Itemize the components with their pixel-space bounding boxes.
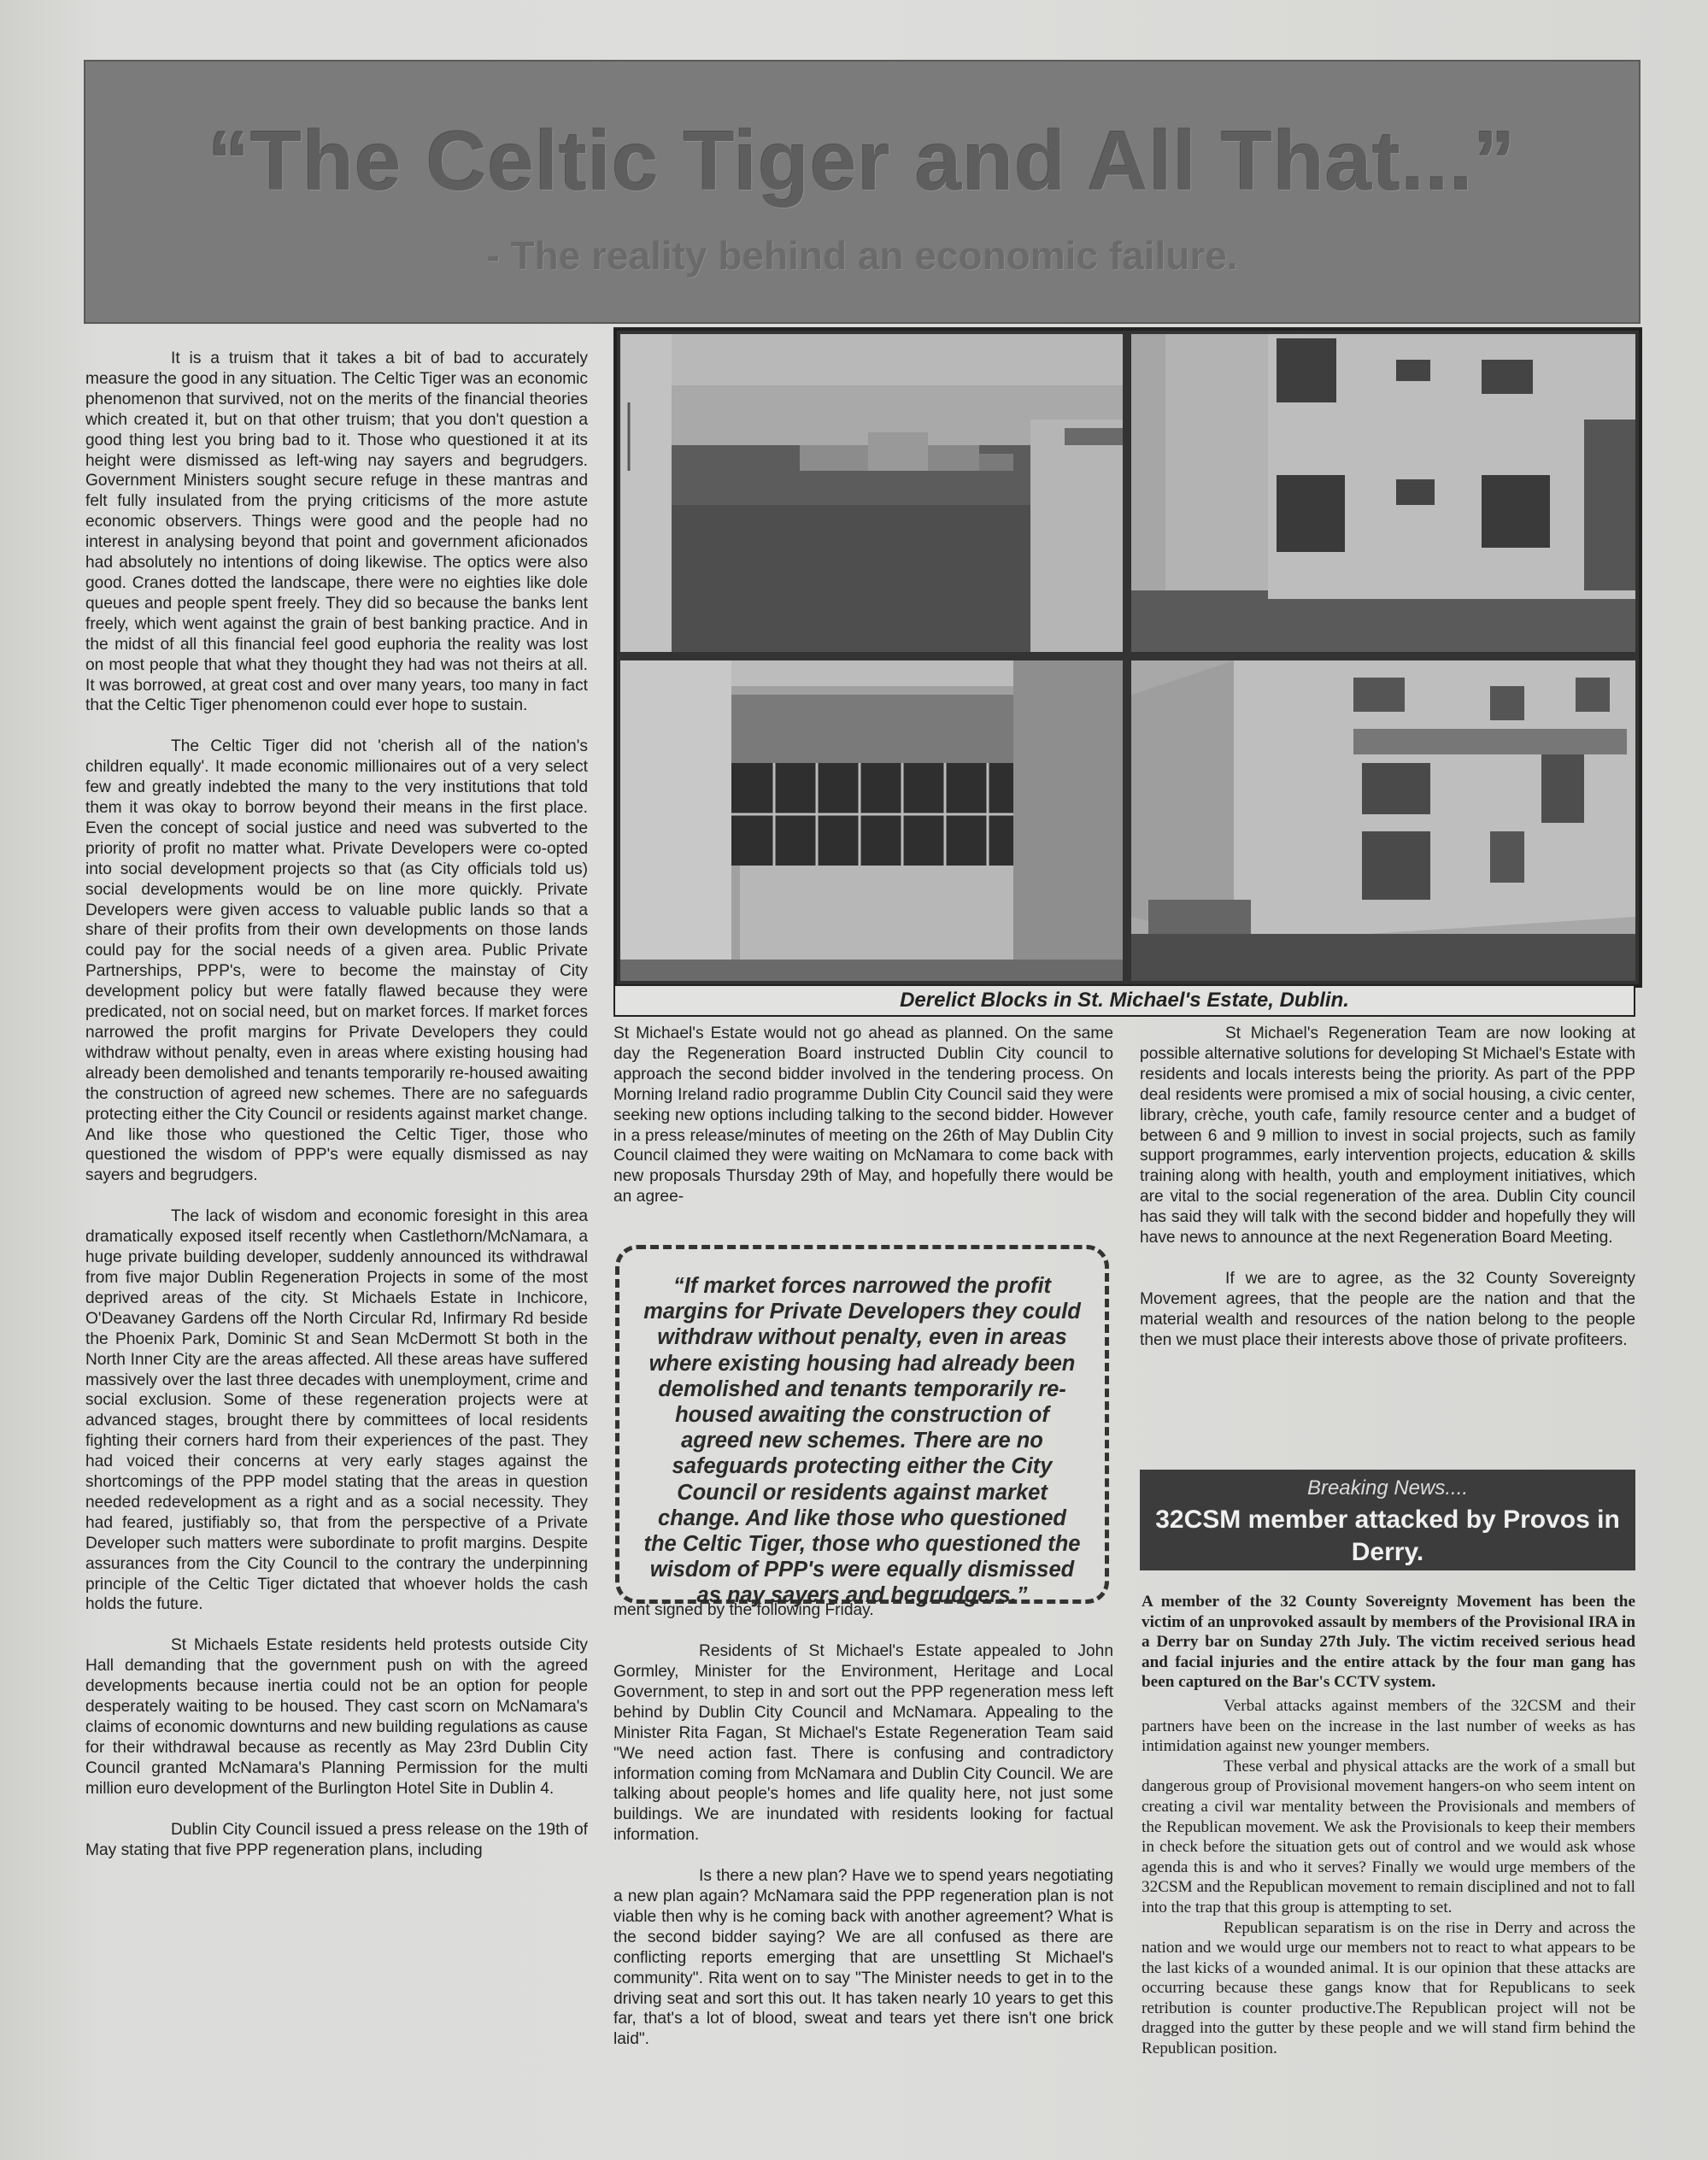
article-paragraph: These verbal and physical attacks are the work of a small but dangerous group of Provisional movement hangers-on who seem intent on creating a civil war mentality between the Provisionals and members of the Republican movement. We ask the Provisionals to keep their members in check before the situation gets out of control and we would ask whose agenda this is and who it serves? Finally we would urge members of the 32CSM and the Republican movement to remain disciplined and not to fall into the trap that this group is attempting to set. [1142,1757,1635,1916]
headline-subtitle: - The reality behind an economic failure. [486,233,1238,278]
article-paragraph: ment signed by the following Friday. [613,1601,874,1620]
photo-block-facade [1131,334,1635,652]
article-paragraph: St Michael's Regeneration Team are now looking at possible alternative solutions for developing St Michael's Estate with residents and locals interests being the priority. As part of the PPP deal residents were promised a mix of social housing, a civic center, library, crèche, youth cafe, family resource center and a budget of between 6 and 9 million to invest in social projects, such as family support programmes, early intervention projects, education & skills training along with health, youth and employment initiatives, which are vital to the social regeneration of the area. Dublin City council has said they will talk with the second bidder and hopefully they will have news to announce at the next Regeneration Board Meeting. [1140,1024,1635,1247]
breaking-news-article [1142,1592,1635,2059]
article-paragraph: Dublin City Council issued a press release on the 19th of May stating that five PPP regeneration plans, including [85,1820,588,1859]
article-column-1 [85,349,588,1881]
photo-block-corner [1131,660,1635,981]
article-paragraph: St Michael's Estate would not go ahead as planned. On the same day the Regeneration Board instructed Dublin City council to approach the second bidder involved in the tendering process. On Morning Ireland radio programme Dublin City Council said they were seeking new options including talking to the second bidder. However in a press release/minutes of meeting on the 26th of May Dublin City Council claimed they were waiting on McNamara to come back with new proposals Thursday 29th of May, and hopefully there would be an agree- [613,1024,1113,1206]
photo-estate-field [620,334,1123,652]
article-paragraph: St Michaels Estate residents held protests outside City Hall demanding that the government push on with the agreed developments because inertia could not be an option for people desperately waiting to be housed. They cast scorn on McNamara's claims of economic downturns and new building regulations as cause for their withdrawal because as recently as May 23rd Dublin City Council granted McNamara's Planning Permission for the multi million euro development of the Burlington Hotel Site in Dublin 4. [85,1636,588,1798]
article-paragraph: The Celtic Tiger did not 'cherish all of the nation's children equally'. It made economic millionaires out of a very select few and greatly indebted the many to the very institutions that told them it was okay to borrow beyond their means in the first place. Even the concept of social justice and need was subverted to the priority of profit no matter what. Private Developers were co-opted into social development projects so that (as City officials told us) social developments would be on line more quickly. Private Developers were given access to valuable public lands so that a share of their profits from their own developments on those lands could pay for the social needs of a given area. Public Private Partnerships, PPP's, were to become the mainstay of City development policy but were fatally flawed because they were predicated, not on social need, but on market forces. If market forces narrowed the profit margins for Private Developers they could withdraw without penalty, even in areas where existing housing had already been demolished and tenants temporarily re-housed awaiting the construction of agreed new schemes. There are no safeguards protecting either the City Council or residents against market change. And like those who questioned the Celtic Tiger, those who questioned the wisdom of PPP's were equally dismissed as nay sayers and begrudgers. [85,737,588,1185]
headline-banner [84,60,1641,324]
article-paragraph: It is a truism that it takes a bit of bad to accurately measure the good in any situation. The Celtic Tiger was an economic phenomenon that survived, not on the merits of the financial theories which created it, but on that other truism; that you don't question a good thing lest you bring bad to it. Those who questioned it at its height were dismissed as left-wing nay sayers and begrudgers. Government Ministers sought secure refuge in these mantras and felt fully insulated from the prying criticisms of the more astute economic observers. Things were good and the people had no interest in analysing beyond that point and government aficionados had absolutely no intentions of doing likewise. The optics were also good. Cranes dotted the landscape, there were no eighties like dole queues and people spent freely. They did so because the banks lent freely, which went against the grain of best banking practice. And in the midst of all this financial feel good euphoria the reality was lost on most people that what they thought they had was not theirs at all. It was borrowed, at great cost and over many years, too many in fact that the Celtic Tiger phenomenon could ever hope to sustain. [85,349,588,715]
article-paragraph: Is there a new plan? Have we to spend years negotiating a new plan again? McNamara said the PPP regeneration plan is not viable then why is he coming back with another agreement? What is the second bidder saying? We are all confused as there are conflicting reports emerging that are unsettling St Michael's community". Rita went on to say "The Minister needs to get in to the driving seat and sort this out. It has taken nearly 10 years to get this far, that's a lot of blood, sweat and tears yet there isn't one brick laid". [613,1867,1113,2049]
article-paragraph: Residents of St Michael's Estate appealed to John Gormley, Minister for the Environment, Heritage and Local Government, to step in and sort out the PPP regeneration mess left behind by Dublin City Council and McNamara. Appealing to the Minister Rita Fagan, St Michael's Estate Regeneration Team said "We need action fast. There is confusing and contradictory information coming from McNamara and Dublin City Council. We are talking about people's homes and life quality here, not just some buildings. We are inundated with residents looking for factual information. [613,1642,1113,1845]
breaking-news-headline: 32CSM member attacked by Provos in Derry. [1155,1506,1620,1566]
pull-quote: “If market forces narrowed the profit margins for Private Developers they could withdraw without penalty, even in areas where existing housing had already been demolished and tenants temporarily re-housed awaiting the construction of agreed new schemes. There are no safeguards protecting either the City Council or residents against market change. And like those who questioned the Celtic Tiger, those who questioned the wisdom of PPP's were equally dismissed as nay sayers and begrudgers.” [615,1245,1109,1604]
article-paragraph: The lack of wisdom and economic foresight in this area dramatically exposed itself recently when Castlethorn/McNamara, a huge private building developer, suddenly announced its withdrawal from five major Dublin Regeneration Projects in some of the most deprived areas of the city. St Michaels Estate in Inchicore, O'Deavaney Gardens off the North Circular Rd, Infirmary Rd beside the Phoenix Park, Dominic St and Sean McDermott St both in the North Inner City are the areas affected. All these areas have suffered massively over the last three decades with unemployment, crime and social exclusion. Some of these regeneration projects were at advanced stages, brought there by committees of local residents fighting their corners hard from their experiences of the past. They had voiced their concerns at very early stages against the shortcomings of the PPP model stating that the areas in question needed redevelopment as a right and as a social necessity. They had feared, justifiably so, that from the perspective of a Private Developer such matters were subordinate to profit margins. Despite assurances from the City Council to the contrary the underpinning principle of the Celtic Tiger dictated that whoever holds the cash holds the future. [85,1207,588,1614]
breaking-news-box [1140,1470,1635,1570]
breaking-news-lead: A member of the 32 County Sovereignty Movement has been the victim of an unprovoked assault by members of the Provisional IRA in a Derry bar on Sunday 27th July. The victim received serious head and facial injuries and the entire attack by the four man gang has been captured on the Bar's CCTV system. [1142,1593,1635,1692]
article-column-3 [1140,1024,1635,1371]
article-paragraph: Republican separatism is on the rise in Derry and across the nation and we would urge our members not to react to what appears to be the last kicks of a wounded animal. It is our opinion that these attacks are occurring because these gangs know that for Republicans to seek retribution is counter productive.The Republican project will not be dragged into the gutter by these people and we will stand firm behind the Republican position. [1142,1918,1635,2058]
breaking-news-kicker: Breaking News.... [1306,1476,1469,1500]
photo-boarded-shopfront [620,660,1123,981]
photo-caption: Derelict Blocks in St. Michael's Estate, Dublin. [613,984,1635,1017]
article-paragraph: If we are to agree, as the 32 County Sovereignty Movement agrees, that the people are the nation and that the material wealth and resources of the nation belong to the people then we must place their interests above those of private profiteers. [1140,1269,1635,1349]
article-paragraph: Verbal attacks against members of the 32CSM and their partners have been on the increase in the last number of weeks as has intimidation against new younger members. [1142,1696,1635,1756]
headline-title: “The Celtic Tiger and All That...” [208,114,1517,208]
photo-grid [613,327,1642,988]
